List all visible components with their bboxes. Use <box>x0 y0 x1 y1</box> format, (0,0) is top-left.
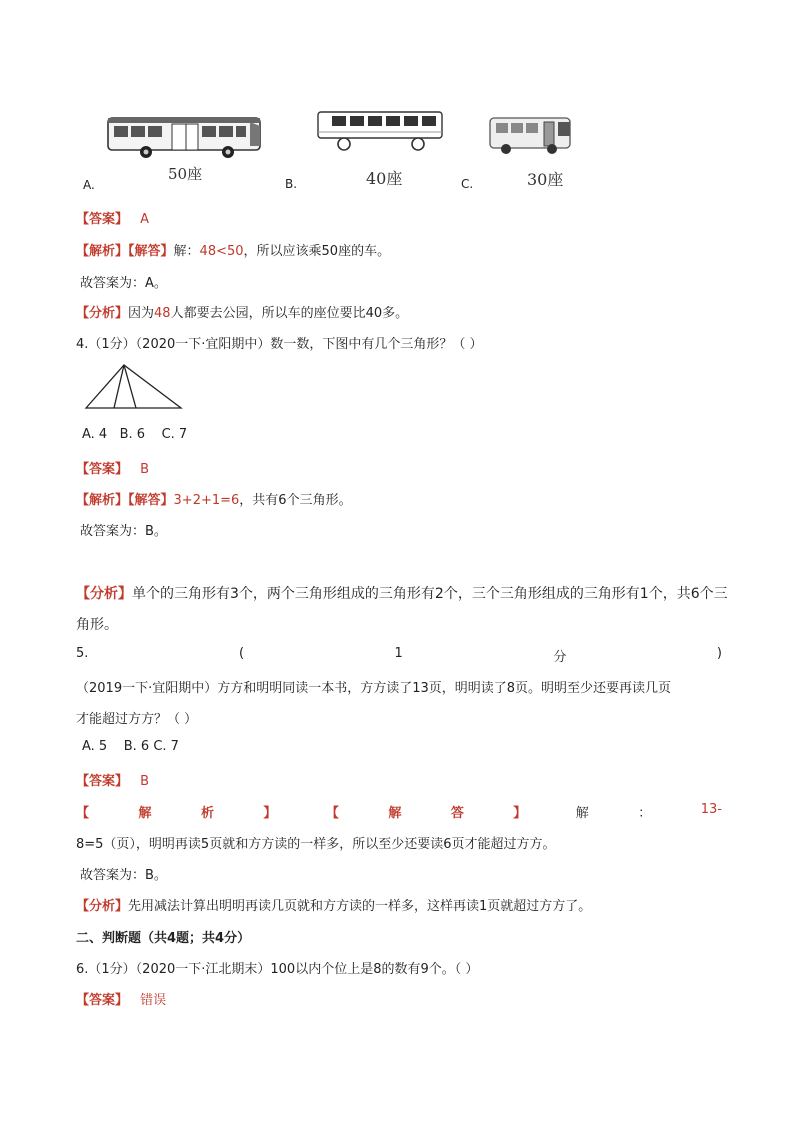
q5-conclusion: 故答案为：B。 <box>80 868 167 883</box>
q4-answer-line <box>76 458 149 477</box>
solution-prefix: 解： <box>173 244 200 259</box>
bus-image-50-seat <box>106 112 266 162</box>
solution-bracket-close: 】 <box>513 806 527 821</box>
bus-image-30-seat <box>488 114 576 156</box>
answer-tag: 【答案】 <box>76 993 129 1008</box>
solution-tag: 【解答】 <box>128 244 174 259</box>
solution-expression-start: 13- <box>700 802 722 817</box>
answer-tag: 【答案】 <box>76 212 129 227</box>
solution-tag: 【解答】 <box>128 493 174 508</box>
q4-conclusion: 故答案为：B。 <box>80 524 167 539</box>
q5-paren-close: ) <box>716 646 722 661</box>
q6-question: 6.（1分）（2020一下·江北期末）100以内个位上是8的数有9个。（ ） <box>76 962 479 977</box>
q3-conclusion: 故答案为：A。 <box>80 276 167 291</box>
answer-value: B <box>140 774 150 789</box>
q4-fenxi-line <box>76 583 728 603</box>
solution-jie: 解 <box>575 806 589 821</box>
analysis-char-1: 解 <box>138 806 152 821</box>
q5-analysis-line2: 8=5（页），明明再读5页就和方方读的一样多，所以至少还要读6页才能超过方方。 <box>76 837 556 852</box>
answer-value: A <box>140 212 150 227</box>
option-a-seat-label: 50座 <box>168 165 203 183</box>
q5-paren-open: ( <box>238 646 245 661</box>
option-b-seat-label: 40座 <box>366 169 403 188</box>
triangle-figure <box>84 362 184 416</box>
solution-expression: 48<50 <box>199 244 244 259</box>
bus-image-40-seat <box>314 110 446 156</box>
fenxi-tag: 【分析】 <box>76 586 132 602</box>
analysis-bracket-close: 】 <box>263 806 277 821</box>
fenxi-text: 单个的三角形有3个，两个三角形组成的三角形有2个，三个三角形组成的三角形有1个，共6个三 <box>132 586 728 602</box>
analysis-tag: 【解析】 <box>76 493 129 508</box>
analysis-char-2: 析 <box>200 806 214 821</box>
fenxi-number: 48 <box>154 306 171 321</box>
q5-score: 1 <box>394 646 403 661</box>
solution-text: ，共有6个三角形。 <box>239 493 352 508</box>
fenxi-text: 人都要去公园，所以车的座位要比40多。 <box>170 306 409 321</box>
q5-score-unit: 分 <box>553 650 567 665</box>
q5-question-line3: 才能超过方方？（ ） <box>76 712 198 727</box>
fenxi-tag: 【分析】 <box>76 306 129 321</box>
analysis-bracket-open: 【 <box>76 806 90 821</box>
q4-options: A. 4 B. 6 C. 7 <box>82 427 188 442</box>
q3-analysis-line <box>76 240 390 259</box>
q4-analysis-line <box>76 489 352 508</box>
q5-question-line2: （2019一下·宜阳期中）方方和明明同读一本书，方方读了13页，明明读了8页。明明至少还要再读几页 <box>76 681 672 696</box>
solution-expression: 3+2+1=6 <box>173 493 240 508</box>
q4-question: 4.（1分）（2020一下·宜阳期中）数一数，下图中有几个三角形？（ ） <box>76 337 483 352</box>
solution-char-1: 解 <box>388 806 402 821</box>
answer-tag: 【答案】 <box>76 774 129 789</box>
answer-value: B <box>140 462 150 477</box>
q5-options: A. 5 B. 6 C. 7 <box>82 739 179 754</box>
answer-tag: 【答案】 <box>76 462 129 477</box>
q3-answer-line <box>76 208 149 227</box>
option-c-letter: C. <box>461 177 474 191</box>
q5-header <box>76 646 722 665</box>
option-a-letter: A. <box>83 178 95 192</box>
option-c-seat-label: 30座 <box>527 170 564 189</box>
q5-fenxi-line <box>76 895 591 914</box>
answer-value: 错误 <box>140 993 167 1008</box>
q5-number: 5. <box>76 646 89 661</box>
analysis-tag: 【解析】 <box>76 244 129 259</box>
section-title: 二、判断题（共4题；共4分） <box>76 931 251 946</box>
fenxi-text: 先用减法计算出明明再读几页就和方方读的一样多，这样再读1页就超过方方了。 <box>128 899 592 914</box>
q6-answer-line <box>76 989 166 1008</box>
solution-colon: ： <box>638 806 652 821</box>
q3-fenxi-line <box>76 302 408 321</box>
fenxi-prefix: 因为 <box>128 306 155 321</box>
fenxi-tag: 【分析】 <box>76 899 129 914</box>
solution-char-2: 答 <box>450 806 464 821</box>
solution-text: ，所以应该乘50座的车。 <box>243 244 391 259</box>
q5-answer-line <box>76 770 149 789</box>
q4-fenxi-line2: 角形。 <box>76 617 118 633</box>
q5-analysis-line1 <box>76 802 722 821</box>
option-b-letter: B. <box>285 177 298 191</box>
solution-bracket-open: 【 <box>325 806 339 821</box>
